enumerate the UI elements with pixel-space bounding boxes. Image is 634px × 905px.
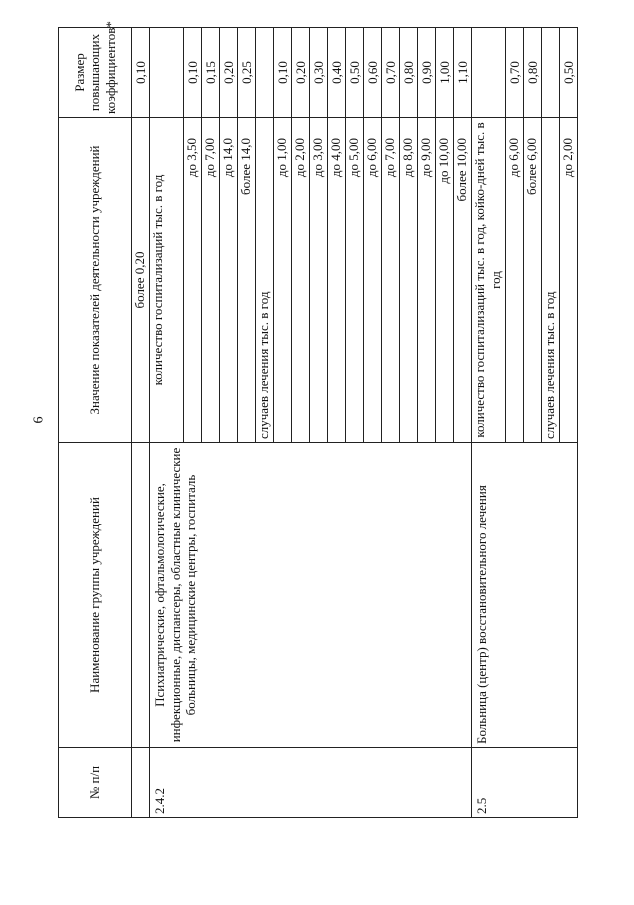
row-coefficient: 0,20	[220, 28, 238, 118]
row-indicator: до 14,0	[220, 118, 238, 443]
row-indicator: до 6,00	[506, 118, 524, 443]
row-indicator: до 8,00	[400, 118, 418, 443]
header-coef: Размер повышающих коэффициентов*	[59, 28, 132, 118]
row-group: Больница (центр) восстановительного лечения	[472, 443, 578, 748]
header-indicator: Значение показателей деятельности учреждений	[59, 118, 132, 443]
row-indicator: до 9,00	[418, 118, 436, 443]
row-coefficient: 0,50	[560, 28, 578, 118]
row-coefficient: 0,80	[524, 28, 542, 118]
row-coefficient	[150, 28, 184, 118]
row-indicator: случаев лечения тыс. в год	[256, 118, 274, 443]
row-coefficient: 0,10	[184, 28, 202, 118]
row-coefficient: 0,90	[418, 28, 436, 118]
row-coefficient: 0,70	[382, 28, 400, 118]
row-coefficient: 0,10	[274, 28, 292, 118]
row-coefficient: 1,10	[454, 28, 472, 118]
row-indicator: до 3,50	[184, 118, 202, 443]
rotated-table-container	[58, 21, 577, 818]
table-row	[472, 28, 506, 818]
row-group: Психиатрические, офтальмологические, инфекционные, диспансеры, областные клинические больницы, медицинские центры, госпиталь	[150, 443, 472, 748]
row-indicator: случаев лечения тыс. в год	[542, 118, 560, 443]
row-coefficient	[472, 28, 506, 118]
row-number	[132, 748, 150, 818]
row-coefficient	[542, 28, 560, 118]
row-coefficient: 0,40	[328, 28, 346, 118]
row-coefficient: 0,80	[400, 28, 418, 118]
row-indicator: до 6,00	[364, 118, 382, 443]
row-coefficient: 0,15	[202, 28, 220, 118]
row-coefficient: 0,70	[506, 28, 524, 118]
table-row	[150, 28, 184, 818]
row-number: 2.5	[472, 748, 578, 818]
row-coefficient: 0,25	[238, 28, 256, 118]
row-indicator: более 0,20	[132, 118, 150, 443]
row-coefficient: 0,10	[132, 28, 150, 118]
header-num: № п/п	[59, 748, 132, 818]
row-coefficient: 1,00	[436, 28, 454, 118]
row-indicator: количество госпитализаций тыс. в год, койко-дней тыс. в год	[472, 118, 506, 443]
row-number: 2.4.2	[150, 748, 472, 818]
page-number: 6	[31, 416, 47, 424]
row-coefficient: 0,20	[292, 28, 310, 118]
row-group	[132, 443, 150, 748]
row-coefficient: 0,30	[310, 28, 328, 118]
row-indicator: до 7,00	[382, 118, 400, 443]
row-indicator: до 4,00	[328, 118, 346, 443]
row-indicator: до 2,00	[560, 118, 578, 443]
row-indicator: до 2,00	[292, 118, 310, 443]
header-group: Наименование группы учреждений	[59, 443, 132, 748]
row-indicator: до 5,00	[346, 118, 364, 443]
table-row	[132, 28, 150, 818]
table-header-row	[59, 28, 132, 818]
row-indicator: более 6,00	[524, 118, 542, 443]
row-indicator: до 10,00	[436, 118, 454, 443]
row-indicator: до 1,00	[274, 118, 292, 443]
row-coefficient: 0,60	[364, 28, 382, 118]
row-coefficient	[256, 28, 274, 118]
coefficients-table	[58, 21, 578, 818]
row-coefficient: 0,50	[346, 28, 364, 118]
row-indicator: до 3,00	[310, 118, 328, 443]
row-indicator: более 14,0	[238, 118, 256, 443]
row-indicator: более 10,00	[454, 118, 472, 443]
row-indicator: до 7,00	[202, 118, 220, 443]
row-indicator: количество госпитализаций тыс. в год	[150, 118, 184, 443]
